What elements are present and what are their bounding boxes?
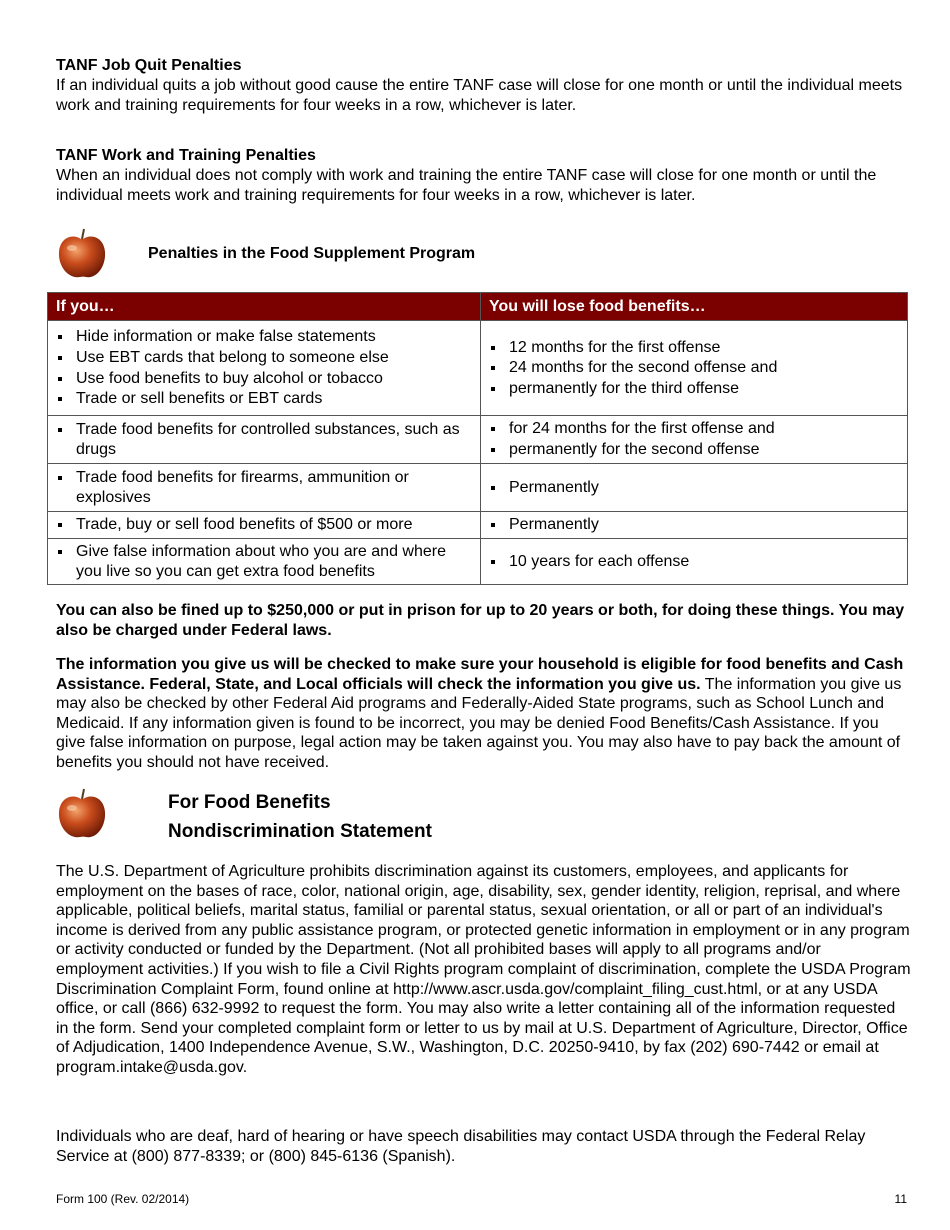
header-if-you: If you…	[48, 293, 481, 321]
table-cell-if	[48, 539, 481, 585]
fine-notice: You can also be fined up to $250,000 or put in prison for up to 20 years or both, for doing these things. You may also be charged under Federal laws.	[56, 602, 905, 639]
info-check-rest: The information you give us may also be checked by other Federal Aid programs and Federally-Aided State programs, such as School Lunch and Medicaid. If any information given is found to be incorrect, you may be denied Food Benefits/Cash Assistance. If you give false information on purpose, legal action may be taken against you. You may also have to pay back the amount of benefits you should not have received.	[56, 675, 902, 771]
table-row	[48, 416, 908, 464]
table-row	[48, 512, 908, 539]
table-header-row	[48, 293, 908, 321]
apple-icon	[54, 226, 110, 282]
usda-statement: The U.S. Department of Agriculture prohibits discrimination against its customers, employees, and applicants for employment on the bases of race, color, national origin, age, disability, sex, gender identity, religion, reprisal, and where applicable, political beliefs, marital status, familial or parental status, sexual orientation, or all or part of an individual's income is derived from any public assistance program, or protected genetic information in employment or in any program or activity conducted or funded by the Department. (Not all prohibited bases will apply to all programs and/or employment activities.) If you wish to file a Civil Rights program complaint of discrimination, complete the USDA Program Discrimination Complaint Form, found online at http://www.ascr.usda.gov/complaint_filing_cust.html, or at any USDA office, or call (866) 632-9992 to request the form. You may also write a letter containing all of the information requested in the form. Send your completed complaint form or letter to us by mail at U.S. Department of Agriculture, Director, Office of Adjudication, 1400 Independence Avenue, S.W., Washington, D.C. 20250-9410, by fax (202) 690-7442 or email at program.intake@usda.gov.	[56, 863, 911, 1076]
list-item: Give false information about who you are and where you live so you can get extra food benefits	[56, 542, 472, 581]
list-item: for 24 months for the first offense and	[489, 419, 899, 439]
tanf-job-quit-heading: TANF Job Quit Penalties	[56, 57, 242, 74]
nondiscrimination-title-line2: Nondiscrimination Statement	[168, 821, 432, 842]
list-item: Trade, buy or sell food benefits of $500 or more	[56, 515, 472, 535]
list-item: permanently for the second offense	[489, 440, 899, 460]
list-item: Trade food benefits for controlled substances, such as drugs	[56, 420, 472, 459]
list-item: Use EBT cards that belong to someone else	[56, 348, 472, 368]
list-item: permanently for the third offense	[489, 379, 899, 399]
penalties-table	[47, 292, 908, 585]
list-item: Trade or sell benefits or EBT cards	[56, 389, 472, 409]
tanf-work-training-body: When an individual does not comply with work and training the entire TANF case will close for one month or until the individual meets work and training requirements for four weeks in a row, whichever is later.	[56, 167, 877, 204]
list-item: 10 years for each offense	[489, 552, 899, 572]
header-lose-benefits: You will lose food benefits…	[481, 293, 908, 321]
table-cell-lose	[481, 512, 908, 539]
list-item: Hide information or make false statements	[56, 327, 472, 347]
list-item: 24 months for the second offense and	[489, 358, 899, 378]
table-row	[48, 539, 908, 585]
list-item: 12 months for the first offense	[489, 338, 899, 358]
list-item: Trade food benefits for firearms, ammunition or explosives	[56, 468, 472, 507]
list-item: Use food benefits to buy alcohol or tobacco	[56, 369, 472, 389]
table-cell-if	[48, 416, 481, 464]
table-cell-lose	[481, 539, 908, 585]
page-number: 11	[894, 1192, 907, 1206]
table-cell-lose	[481, 464, 908, 512]
nondiscrimination-title-line1: For Food Benefits	[168, 792, 331, 813]
relay-service-note: Individuals who are deaf, hard of hearing or have speech disabilities may contact USDA through the Federal Relay Service at (800) 877-8339; or (800) 845-6136 (Spanish).	[56, 1128, 866, 1165]
nondiscrimination-title	[168, 788, 432, 846]
table-cell-if	[48, 464, 481, 512]
table-cell-if	[48, 321, 481, 416]
tanf-work-training-heading: TANF Work and Training Penalties	[56, 147, 316, 164]
food-supplement-title: Penalties in the Food Supplement Program	[148, 245, 476, 262]
table-cell-if	[48, 512, 481, 539]
table-cell-lose	[481, 416, 908, 464]
list-item: Permanently	[489, 515, 899, 535]
info-check-paragraph	[56, 655, 908, 773]
form-number: Form 100 (Rev. 02/2014)	[56, 1192, 190, 1206]
info-check-bold: The information you give us will be checked to make sure your household is eligible for food benefits and Cash Assistance. Federal, State, and Local officials will check the information you give us.	[56, 656, 904, 693]
table-row	[48, 321, 908, 416]
tanf-job-quit-body: If an individual quits a job without good cause the entire TANF case will close for one month or until the individual meets work and training requirements for four weeks in a row, whichever is later.	[56, 77, 903, 114]
table-cell-lose	[481, 321, 908, 416]
tanf-job-quit-section	[56, 56, 908, 115]
list-item: Permanently	[489, 478, 899, 498]
apple-icon	[54, 786, 110, 842]
table-row	[48, 464, 908, 512]
tanf-work-training-section	[56, 146, 908, 205]
